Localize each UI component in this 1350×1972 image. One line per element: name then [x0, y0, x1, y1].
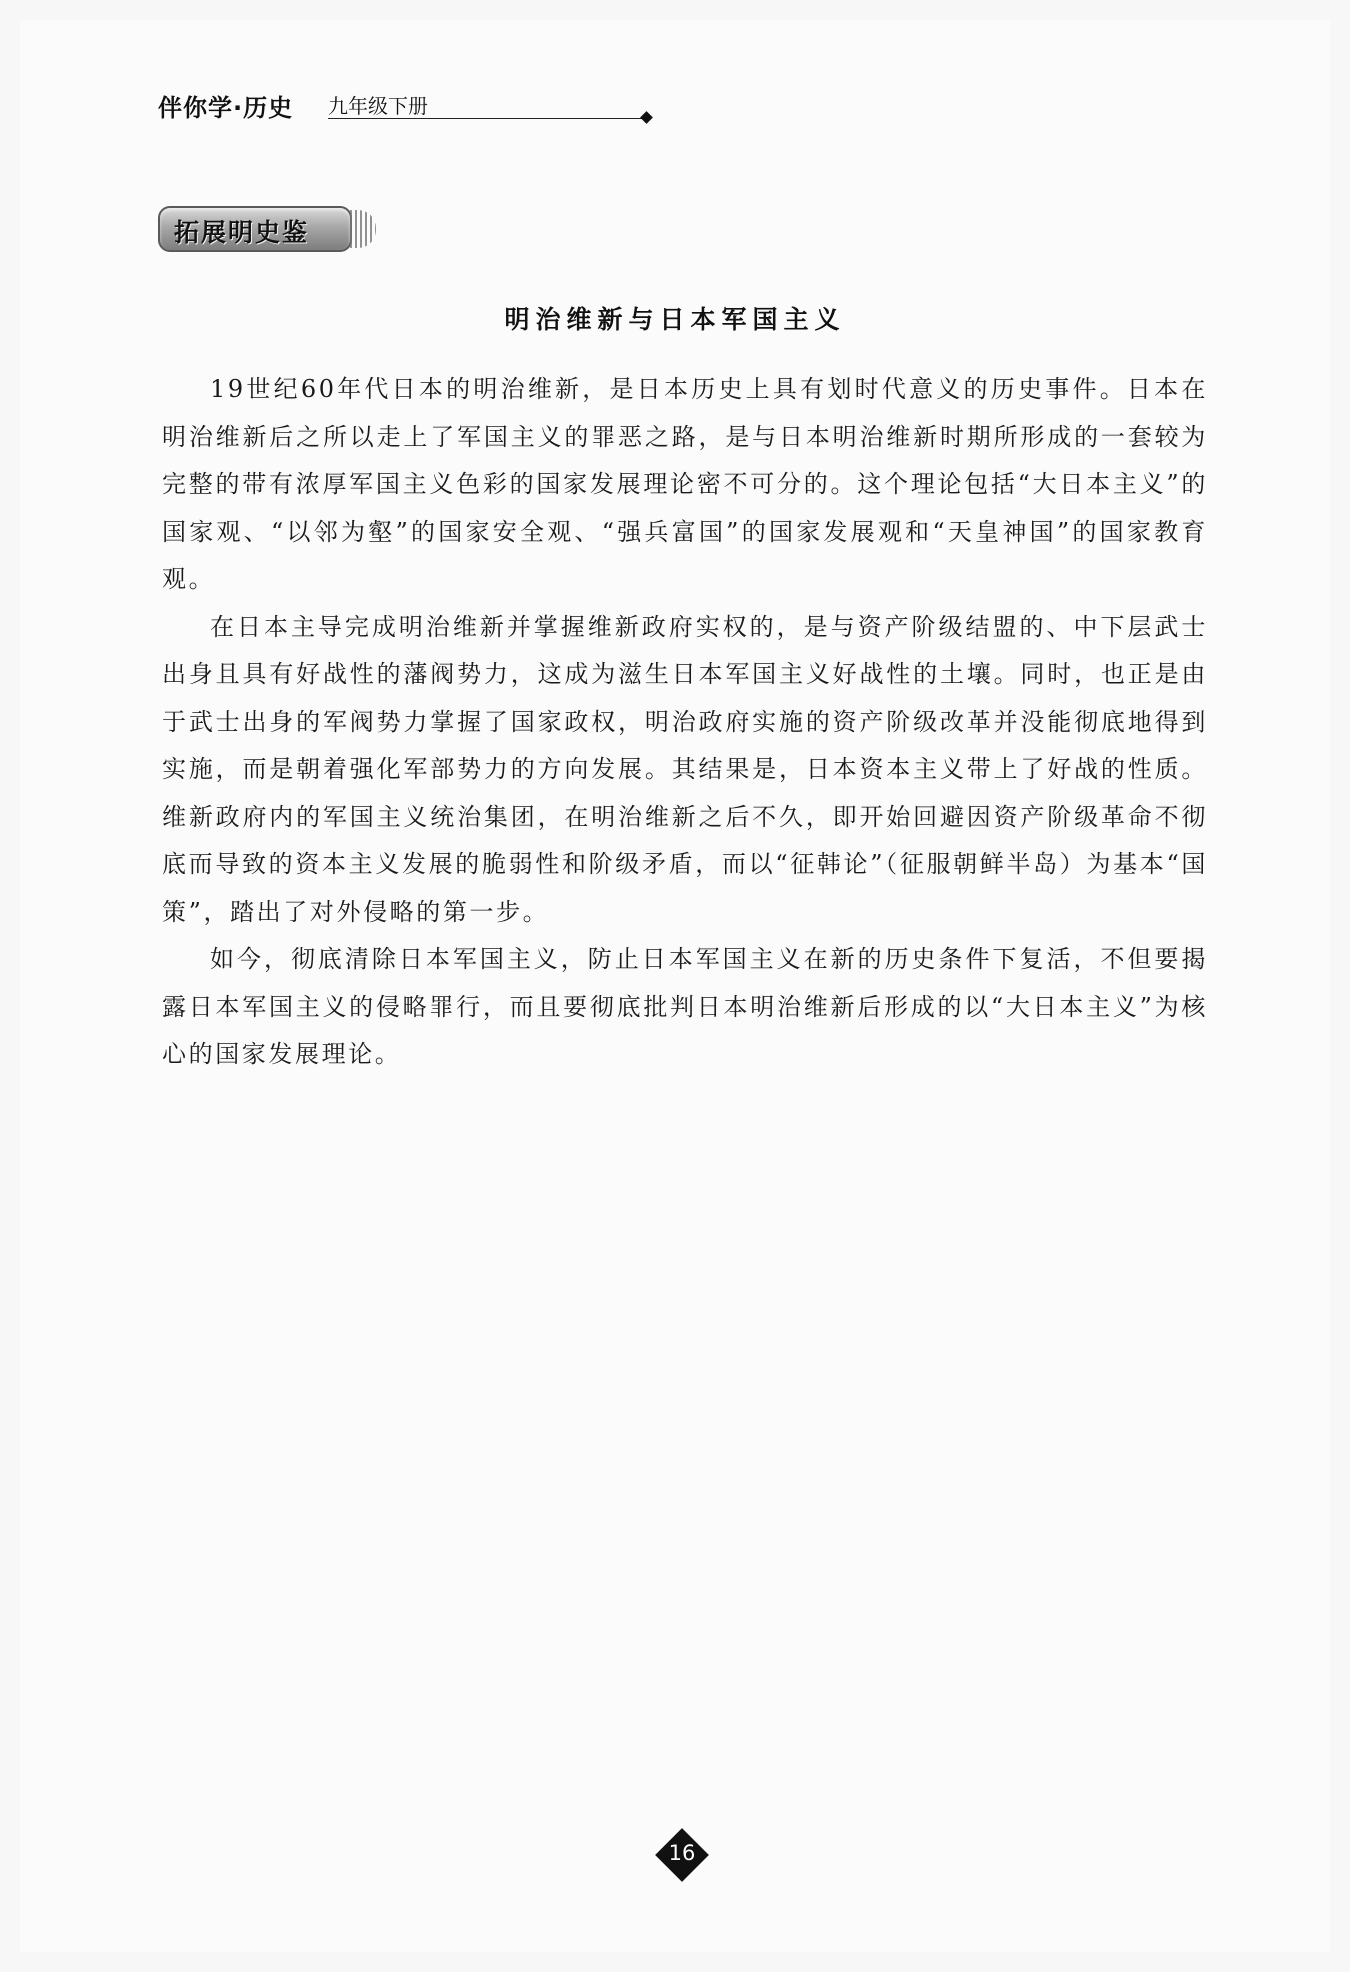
section-tag-label: 拓展明史鉴 — [174, 218, 310, 247]
header-rule — [328, 118, 644, 119]
section-tag — [158, 206, 368, 254]
header-series-title: 伴你学·历史 — [158, 94, 294, 122]
article-paragraph-2: 在日本主导完成明治维新并掌握维新政府实权的，是与资产阶级结盟的、中下层武士出身且具有好战性的藩阀势力，这成为滋生日本军国主义好战性的土壤。同时，也正是由于武士出身的军阀势力掌握了国家政权，明治政府实施的资产阶级改革并没能彻底地得到实施，而是朝着强化军部势力的方向发展。其结果是，日本资本主义带上了好战的性质。维新政府内的军国主义统治集团，在明治维新之后不久，即开始回避因资产阶级革命不彻底而导致的资本主义发展的脆弱性和阶级矛盾，而以“征韩论”（征服朝鲜半岛）为基本“国策”，踏出了对外侵略的第一步。 — [162, 612, 1208, 926]
article-body — [162, 366, 1208, 1079]
page-number-badge — [655, 1828, 709, 1882]
article-paragraph-3: 如今，彻底清除日本军国主义，防止日本军国主义在新的历史条件下复活，不但要揭露日本军国主义的侵略罪行，而且要彻底批判日本明治维新后形成的以“大日本主义”为核心的国家发展理论。 — [162, 945, 1208, 1068]
running-header — [158, 84, 498, 124]
header-grade-label: 九年级下册 — [328, 94, 428, 118]
page-number: 16 — [668, 1841, 696, 1865]
article-paragraph-1: 19世纪60年代日本的明治维新，是日本历史上具有划时代意义的历史事件。日本在明治维新后之所以走上了军国主义的罪恶之路，是与日本明治维新时期所形成的一套较为完整的带有浓厚军国主义色彩的国家发展理论密不可分的。这个理论包括“大日本主义”的国家观、“以邻为壑”的国家安全观、“强兵富国”的国家发展观和“天皇神国”的国家教育观。 — [162, 375, 1208, 593]
article-title: 明治维新与日本军国主义 — [504, 305, 846, 334]
